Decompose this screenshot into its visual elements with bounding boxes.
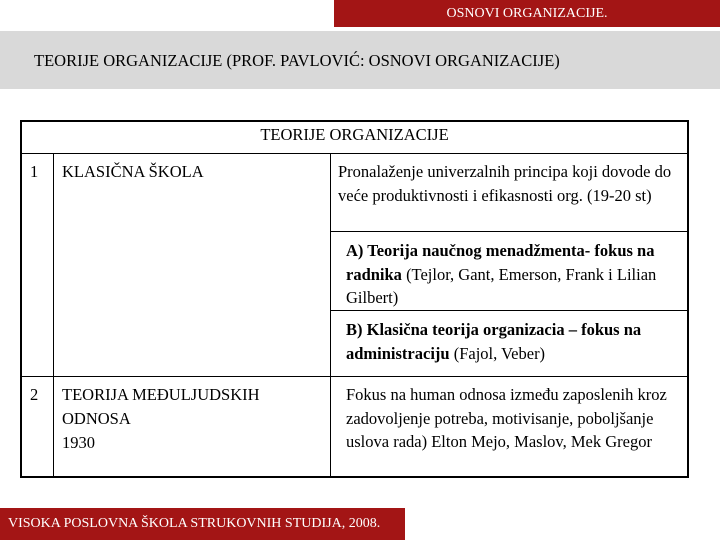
sub-divider-1: [330, 231, 688, 232]
table-heading: TEORIJE ORGANIZACIJE: [260, 125, 449, 144]
row-2-name-line2: ODNOSA: [62, 408, 131, 428]
row-2-number: 2: [30, 385, 39, 404]
table-border-left: [20, 120, 22, 478]
title-band: [0, 31, 720, 89]
row-1-number: 1: [30, 162, 39, 181]
row-1-sub-a: [346, 239, 681, 310]
sub-b-title: B) Klasična teorija organizacia – fokus na administraciju: [346, 320, 642, 363]
row-divider: [20, 376, 689, 377]
table-border-right: [687, 120, 689, 478]
sub-a-title: A) Teorija naučnog menadžmenta- fokus na radnika: [346, 241, 655, 284]
table-border-bottom: [20, 476, 689, 478]
top-banner: [333, 0, 720, 27]
header-divider: [20, 153, 689, 154]
footer-bar: [0, 508, 405, 540]
table-border-top: [20, 120, 689, 122]
row-1-description: Pronalaženje univerzalnih principa koji dovode do veće produktivnosti i efikasnosti org. (19-20 st): [338, 162, 672, 205]
footer-text: VISOKA POSLOVNA ŠKOLA STRUKOVNIH STUDIJA, 2008.: [8, 516, 381, 531]
row-2-year: 1930: [62, 433, 95, 452]
sub-a-people: (Tejlor, Gant, Emerson, Frank i Lilian Gilbert): [346, 264, 657, 307]
page-title: TEORIJE ORGANIZACIJE (PROF. PAVLOVIĆ: OSNOVI ORGANIZACIJE): [34, 51, 560, 70]
row-2-name: [62, 383, 260, 455]
banner-text: OSNOVI ORGANIZACIJE.: [446, 5, 608, 21]
sub-b-people: (Fajol, Veber): [449, 343, 546, 363]
row-2-description: Fokus na human odnosa između zaposlenih kroz zadovoljenje potreba, motivisanje, poboljšanje uslova rada) Elton Mejo, Maslov, Mek Gregor: [346, 385, 667, 451]
row-1-name: KLASIČNA ŠKOLA: [62, 162, 204, 181]
col-divider-2: [330, 153, 331, 477]
row-1-sub-b: [346, 318, 686, 365]
col-divider-1: [53, 153, 54, 477]
row-2-name-line1: TEORIJA MEĐULJUDSKIH: [62, 385, 260, 404]
sub-divider-2: [330, 310, 688, 311]
